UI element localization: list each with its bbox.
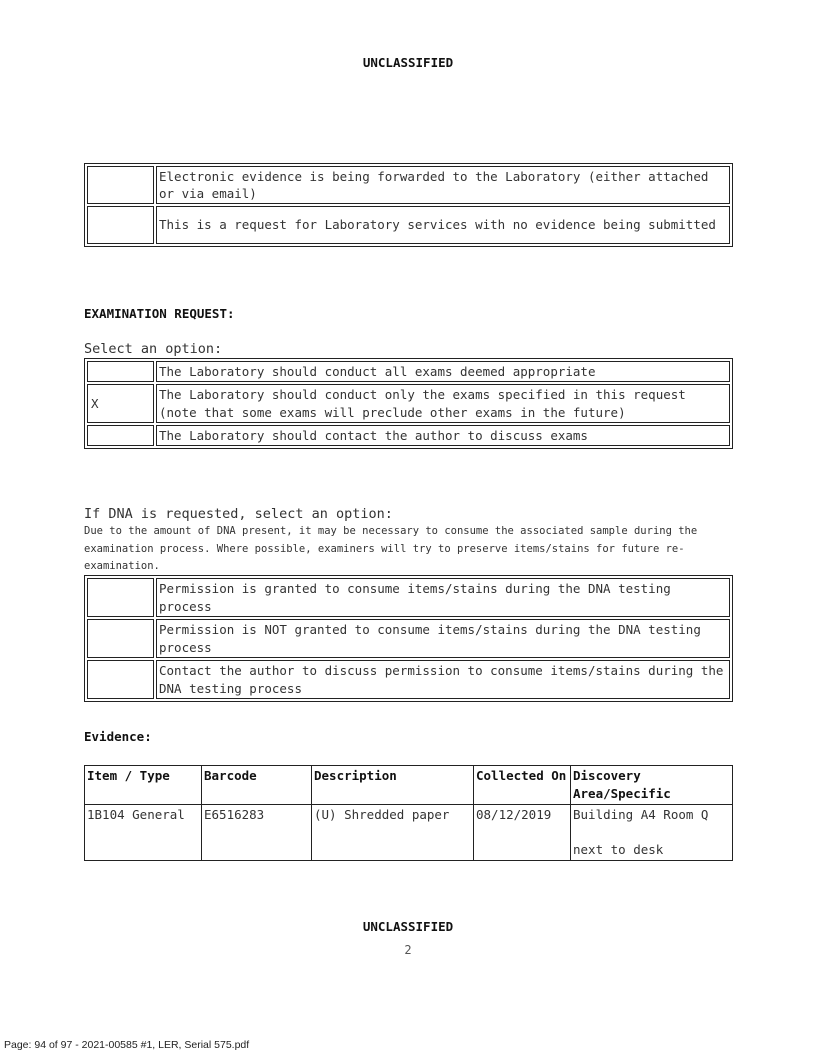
dna-options-table	[84, 575, 733, 702]
option-row	[87, 361, 730, 382]
discovery-area: Building A4 Room Q	[573, 807, 709, 822]
option-checkbox[interactable]	[87, 361, 154, 382]
option-checkbox[interactable]	[87, 166, 154, 204]
exam-heading: EXAMINATION REQUEST:	[84, 306, 235, 321]
option-text: Contact the author to discuss permission to consume items/stains during the DNA testing process	[156, 660, 730, 699]
option-checkbox[interactable]	[87, 206, 154, 244]
option-text: This is a request for Laboratory services with no evidence being submitted	[156, 206, 730, 244]
option-text: Electronic evidence is being forwarded to the Laboratory (either attached or via email)	[156, 166, 730, 204]
option-text: Permission is NOT granted to consume items/stains during the DNA testing process	[156, 619, 730, 658]
exam-select-label: Select an option:	[84, 341, 223, 357]
discovery-specific: next to desk	[573, 842, 664, 857]
column-header-collected: Collected On	[474, 766, 571, 805]
dna-note: Due to the amount of DNA present, it may be necessary to consume the associated sample during the examination process. Where possible, examiners will try to preserve items/stains for future re-examination.	[84, 525, 698, 572]
option-row	[87, 619, 730, 658]
option-row	[87, 206, 730, 244]
option-checkbox[interactable]	[87, 660, 154, 699]
option-checkbox[interactable]	[87, 425, 154, 446]
cell-discovery	[571, 805, 733, 861]
option-text: The Laboratory should conduct only the exams specified in this request (note that some exams will preclude other exams in the future)	[156, 384, 730, 423]
option-text: The Laboratory should contact the author to discuss exams	[156, 425, 730, 446]
option-row	[87, 425, 730, 446]
table-header-row	[85, 766, 733, 805]
dna-select-label: If DNA is requested, select an option:	[84, 506, 393, 522]
evidence-heading: Evidence:	[84, 729, 152, 744]
exam-options-table	[84, 358, 733, 449]
cell-item: 1B104 General	[85, 805, 202, 861]
cell-description: (U) Shredded paper	[312, 805, 474, 861]
pdf-footer: Page: 94 of 97 - 2021-00585 #1, LER, Serial 575.pdf	[4, 1039, 250, 1051]
option-text: Permission is granted to consume items/stains during the DNA testing process	[156, 578, 730, 617]
column-header-description: Description	[312, 766, 474, 805]
option-row	[87, 660, 730, 699]
table-row	[85, 805, 733, 861]
option-row	[87, 384, 730, 423]
option-row	[87, 166, 730, 204]
classification-top: UNCLASSIFIED	[362, 55, 454, 70]
column-header-barcode: Barcode	[202, 766, 312, 805]
option-checkbox[interactable]	[87, 619, 154, 658]
evidence-options-table	[84, 163, 733, 247]
option-row	[87, 578, 730, 617]
option-checkbox[interactable]	[87, 578, 154, 617]
column-header-discovery: Discovery Area/Specific	[571, 766, 733, 805]
classification-bottom: UNCLASSIFIED	[362, 919, 454, 934]
option-text: The Laboratory should conduct all exams deemed appropriate	[156, 361, 730, 382]
evidence-table	[84, 765, 733, 861]
cell-barcode: E6516283	[202, 805, 312, 861]
cell-collected: 08/12/2019	[474, 805, 571, 861]
column-header-item: Item / Type	[85, 766, 202, 805]
page-number: 2	[404, 943, 412, 957]
option-checkbox[interactable]: X	[87, 384, 154, 423]
